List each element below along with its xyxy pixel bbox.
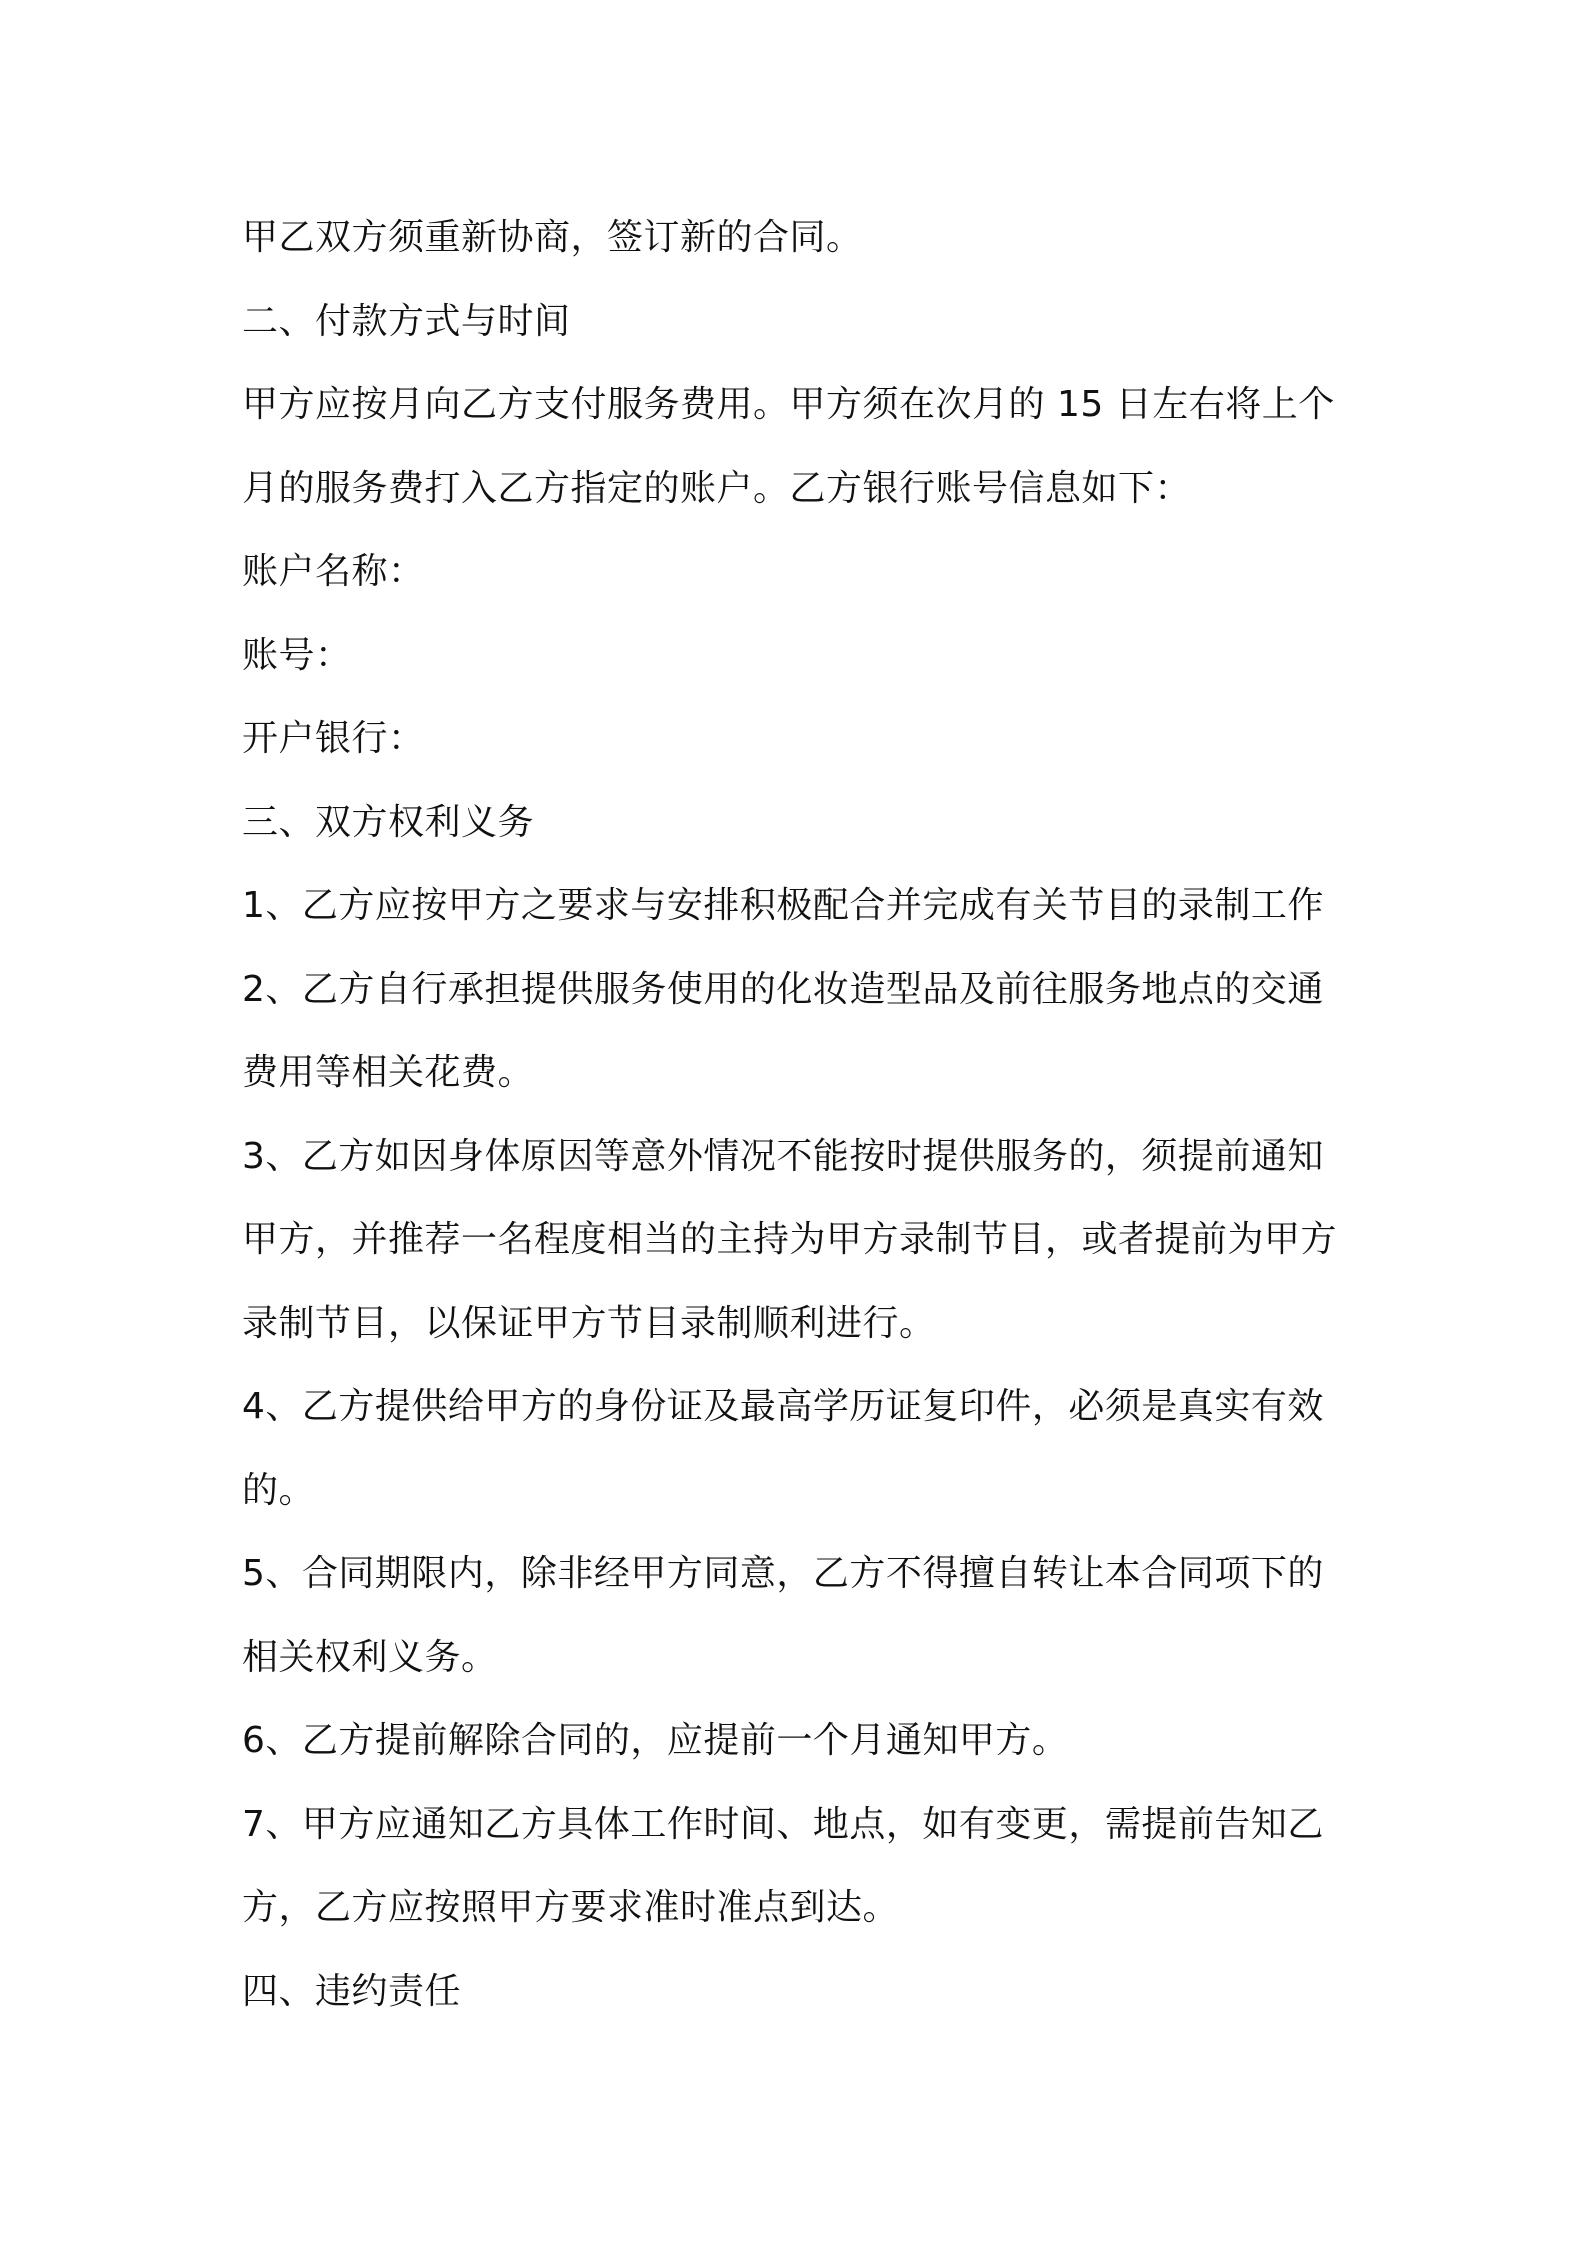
text-line: 甲方应按月向乙方支付服务费用。甲方须在次月的 15 日左右将上个 xyxy=(242,384,1335,425)
clause-line: 相关权利义务。 xyxy=(242,1636,498,1678)
clause-line: 2、乙方自行承担提供服务使用的化妆造型品及前往服务地点的交通 xyxy=(242,968,1324,1010)
text-line: 月的服务费打入乙方指定的账户。乙方银行账号信息如下： xyxy=(242,467,1192,509)
clause-line: 7、甲方应通知乙方具体工作时间、地点，如有变更，需提前告知乙 xyxy=(242,1803,1324,1845)
clause-line: 费用等相关花费。 xyxy=(242,1052,535,1093)
clause-line: 方，乙方应按照甲方要求准时准点到达。 xyxy=(242,1887,900,1928)
account-number-label: 账号： xyxy=(242,634,352,676)
document-body xyxy=(242,196,1362,2033)
clause-line: 6、乙方提前解除合同的，应提前一个月通知甲方。 xyxy=(242,1720,1069,1761)
clause-line: 甲方，并推荐一名程度相当的主持为甲方录制节目，或者提前为甲方 xyxy=(242,1219,1338,1260)
section-heading-payment: 二、付款方式与时间 xyxy=(242,300,571,342)
clause-line: 4、乙方提供给甲方的身份证及最高学历证复印件，必须是真实有效 xyxy=(242,1386,1324,1427)
clause-line: 录制节目，以保证甲方节目录制顺利进行。 xyxy=(242,1302,936,1344)
clause-line: 的。 xyxy=(242,1469,316,1511)
section-heading-rights: 三、双方权利义务 xyxy=(242,801,535,843)
clause-line: 3、乙方如因身体原因等意外情况不能按时提供服务的，须提前通知 xyxy=(242,1135,1324,1177)
bank-label: 开户银行： xyxy=(242,718,425,759)
clause-line: 1、乙方应按甲方之要求与安排积极配合并完成有关节目的录制工作 xyxy=(242,885,1324,926)
clause-line: 5、合同期限内，除非经甲方同意，乙方不得擅自转让本合同项下的 xyxy=(242,1553,1324,1594)
section-heading-breach: 四、违约责任 xyxy=(242,1970,462,2012)
account-name-label: 账户名称： xyxy=(242,551,425,592)
text-line: 甲乙双方须重新协商，签订新的合同。 xyxy=(242,217,863,258)
